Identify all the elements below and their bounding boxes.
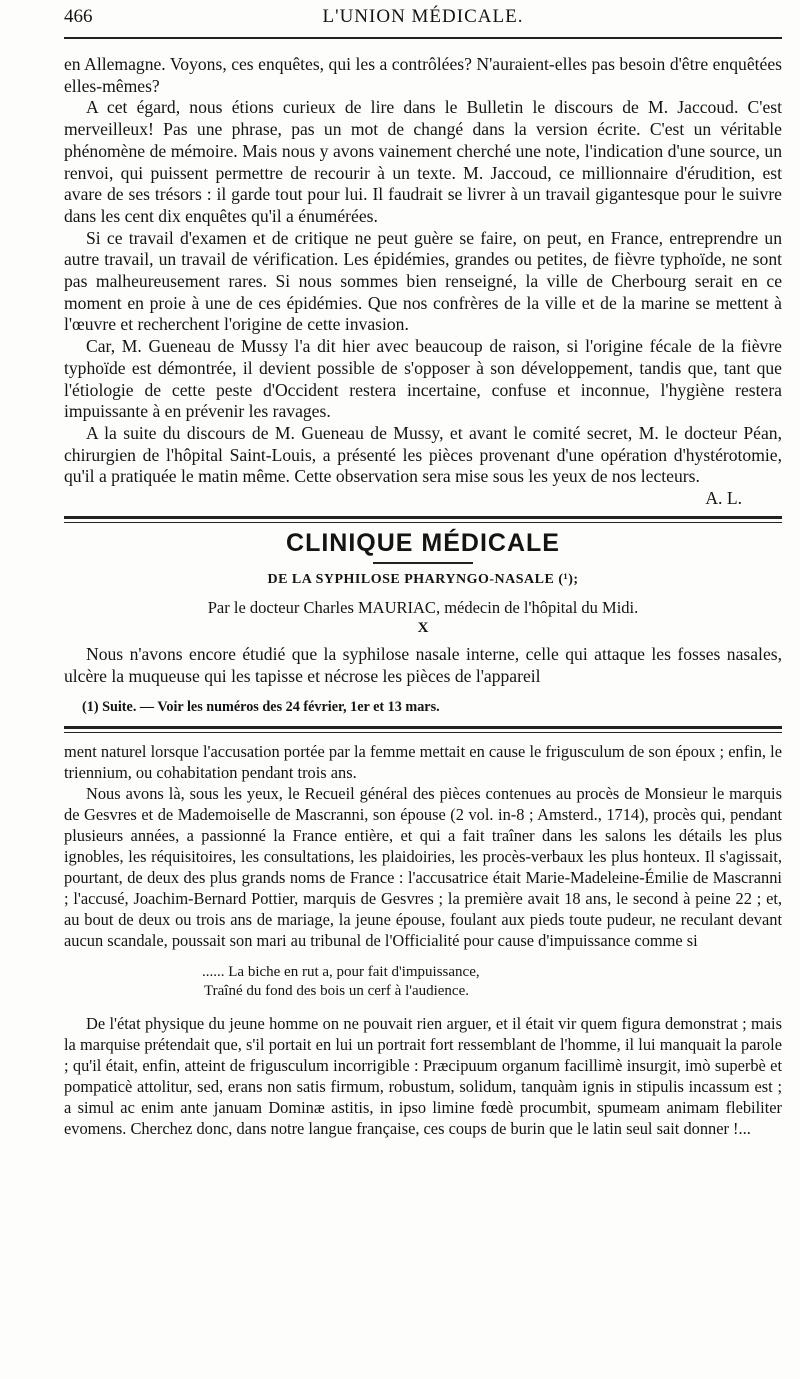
bulletin-paragraph: Car, M. Gueneau de Mussy l'a dit hier avec beaucoup de raison, si l'origine fécale de la fièvre typhoïde est démontrée, il devient possible de s'opposer à son développement, tandis que, tant que l'étiologie de cette peste d'Occident restera incertaine, confuse et inconnue, l'hygiène restera impuissante à en prévenir les ravages. (64, 336, 782, 422)
feuilleton-paragraph: ment naturel lorsque l'accusation portée par la femme mettait en cause le frigusculum de son époux ; enfin, le triennium, ou cohabitation pendant trois ans. (64, 741, 782, 782)
bulletin-paragraph: en Allemagne. Voyons, ces enquêtes, qui les a contrôlées? N'auraient-elles pas besoin d'être enquêtées elles-mêmes? (64, 54, 782, 96)
title-underline (373, 562, 473, 564)
verse-line: Traîné du fond des bois un cerf à l'audience. (204, 982, 469, 999)
bulletin-column (64, 54, 782, 510)
footnote: (1) Suite. — Voir les numéros des 24 février, 1er et 13 mars. (82, 698, 440, 715)
bulletin-paragraph: A cet égard, nous étions curieux de lire dans le Bulletin le discours de M. Jaccoud. C'est merveilleux! Pas une phrase, pas un mot de changé dans la version écrite. C'est un véritable phénomène de mémoire. Mais nous y avons vainement cherché une note, l'indication d'une source, un renvoi, qui puissent permettre de recourir à un texte. M. Jaccoud, ce millionnaire d'érudition, est avare de ses trésors : il garde tout pour lui. Il faudrait se livrer à un travail gigantesque pour le suivre dans les cent dix enquêtes qu'il a énumérées. (64, 97, 782, 226)
feuilleton-closing (64, 1013, 782, 1139)
header-rule (64, 37, 782, 39)
article-subtitle: DE LA SYPHILOSE PHARYNGO-NASALE (¹); (267, 571, 579, 587)
page-header (64, 0, 782, 38)
clinique-body (64, 643, 782, 687)
clinique-paragraph: Nous n'avons encore étudié que la syphilose nasale interne, celle qui attaque les fosses nasales, ulcère la muqueuse qui les tapisse et nécrose les pièces de l'appareil (64, 643, 782, 686)
bulletin-paragraph: Si ce travail d'examen et de critique ne peut guère se faire, on peut, en France, entreprendre un autre travail, un travail de vérification. Les épidémies, grandes ou petites, de fièvre typhoïde, ne sont pas malheureusement rares. Si nous sommes bien renseigné, la ville de Cherbourg serait en ce moment en proie à une de ces épidémies. Que nos confrères de la ville et de la marine se mettent à l'œuvre et recherchent l'origine de cette invasion. (64, 227, 782, 335)
verse-line: ...... La biche en rut a, pour fait d'impuissance, (202, 963, 480, 980)
signature: A. L. (705, 488, 742, 509)
section-title: CLINIQUE MÉDICALE (286, 528, 560, 557)
feuilleton-body (64, 741, 782, 951)
section-rule (64, 516, 782, 523)
bulletin-paragraph: A la suite du discours de M. Gueneau de Mussy, et avant le comité secret, M. le docteur Péan, chirurgien de l'hôpital Saint-Louis, a présenté les pièces provenant d'une opération d'hystérotomie, qu'il a pratiquée le matin même. Cette observation sera mise sous les yeux de nos lecteurs. (64, 422, 782, 487)
feuilleton-paragraph: De l'état physique du jeune homme on ne pouvait rien arguer, et il était vir quem figura demonstrat ; mais la marquise prétendait que, s'il portait en lui un portrait fort ressemblant de l'homme, il lui manquait la parole ; qu'il était, enfin, atteint de frigusculum incorrigible : Præcipuum organum facillimè insurgit, imò superbè et pompaticè attolitur, sed, erans non satis firmum, robustum, solidum, tanquàm ignis in stipulis incassum est ; a simul ac enim ante januam Dominæ astitis, in ipso limine fœdè procumbit, spumeam animam flebiliter evomens. Cherchez donc, dans notre langue française, ces coups de burin que le latin seul sait donner !... (64, 1013, 782, 1138)
feuilleton-rule (64, 726, 782, 733)
chapter-numeral: X (417, 619, 429, 636)
page (64, 0, 782, 1139)
article-author: Par le docteur Charles MAURIAC, médecin de l'hôpital du Midi. (207, 597, 639, 617)
verse-quote (204, 963, 782, 1001)
journal-title: L'UNION MÉDICALE. (322, 6, 524, 27)
feuilleton-paragraph: Nous avons là, sous les yeux, le Recueil général des pièces contenues au procès de Monsieur le marquis de Gesvres et de Mademoiselle de Mascranni, son épouse (2 vol. in-8 ; Amsterd., 1714), procès qui, pendant plusieurs années, a passionné la France entière, et qui a fait traîner dans les salons les détails les plus ignobles, les réquisitoires, les consultations, les plaidoiries, les procès-verbaux les plus honteux. Il s'agissait, pourtant, de deux des plus grands noms de France : l'accusatrice était Marie-Madeleine-Émilie de Mascranni ; l'accusé, Joachim-Bernard Pottier, marquis de Gesvres ; la première avait 18 ans, le second à peine 22 ; et, au bout de deux ou trois ans de mariage, la jeune épouse, foulant aux pieds toute pudeur, ne reculant devant aucun scandale, poussait son mari au tribunal de l'Officialité pour cause d'impuissance comme si (64, 783, 782, 950)
page-number: 466 (64, 6, 93, 27)
signature-line (64, 488, 782, 510)
